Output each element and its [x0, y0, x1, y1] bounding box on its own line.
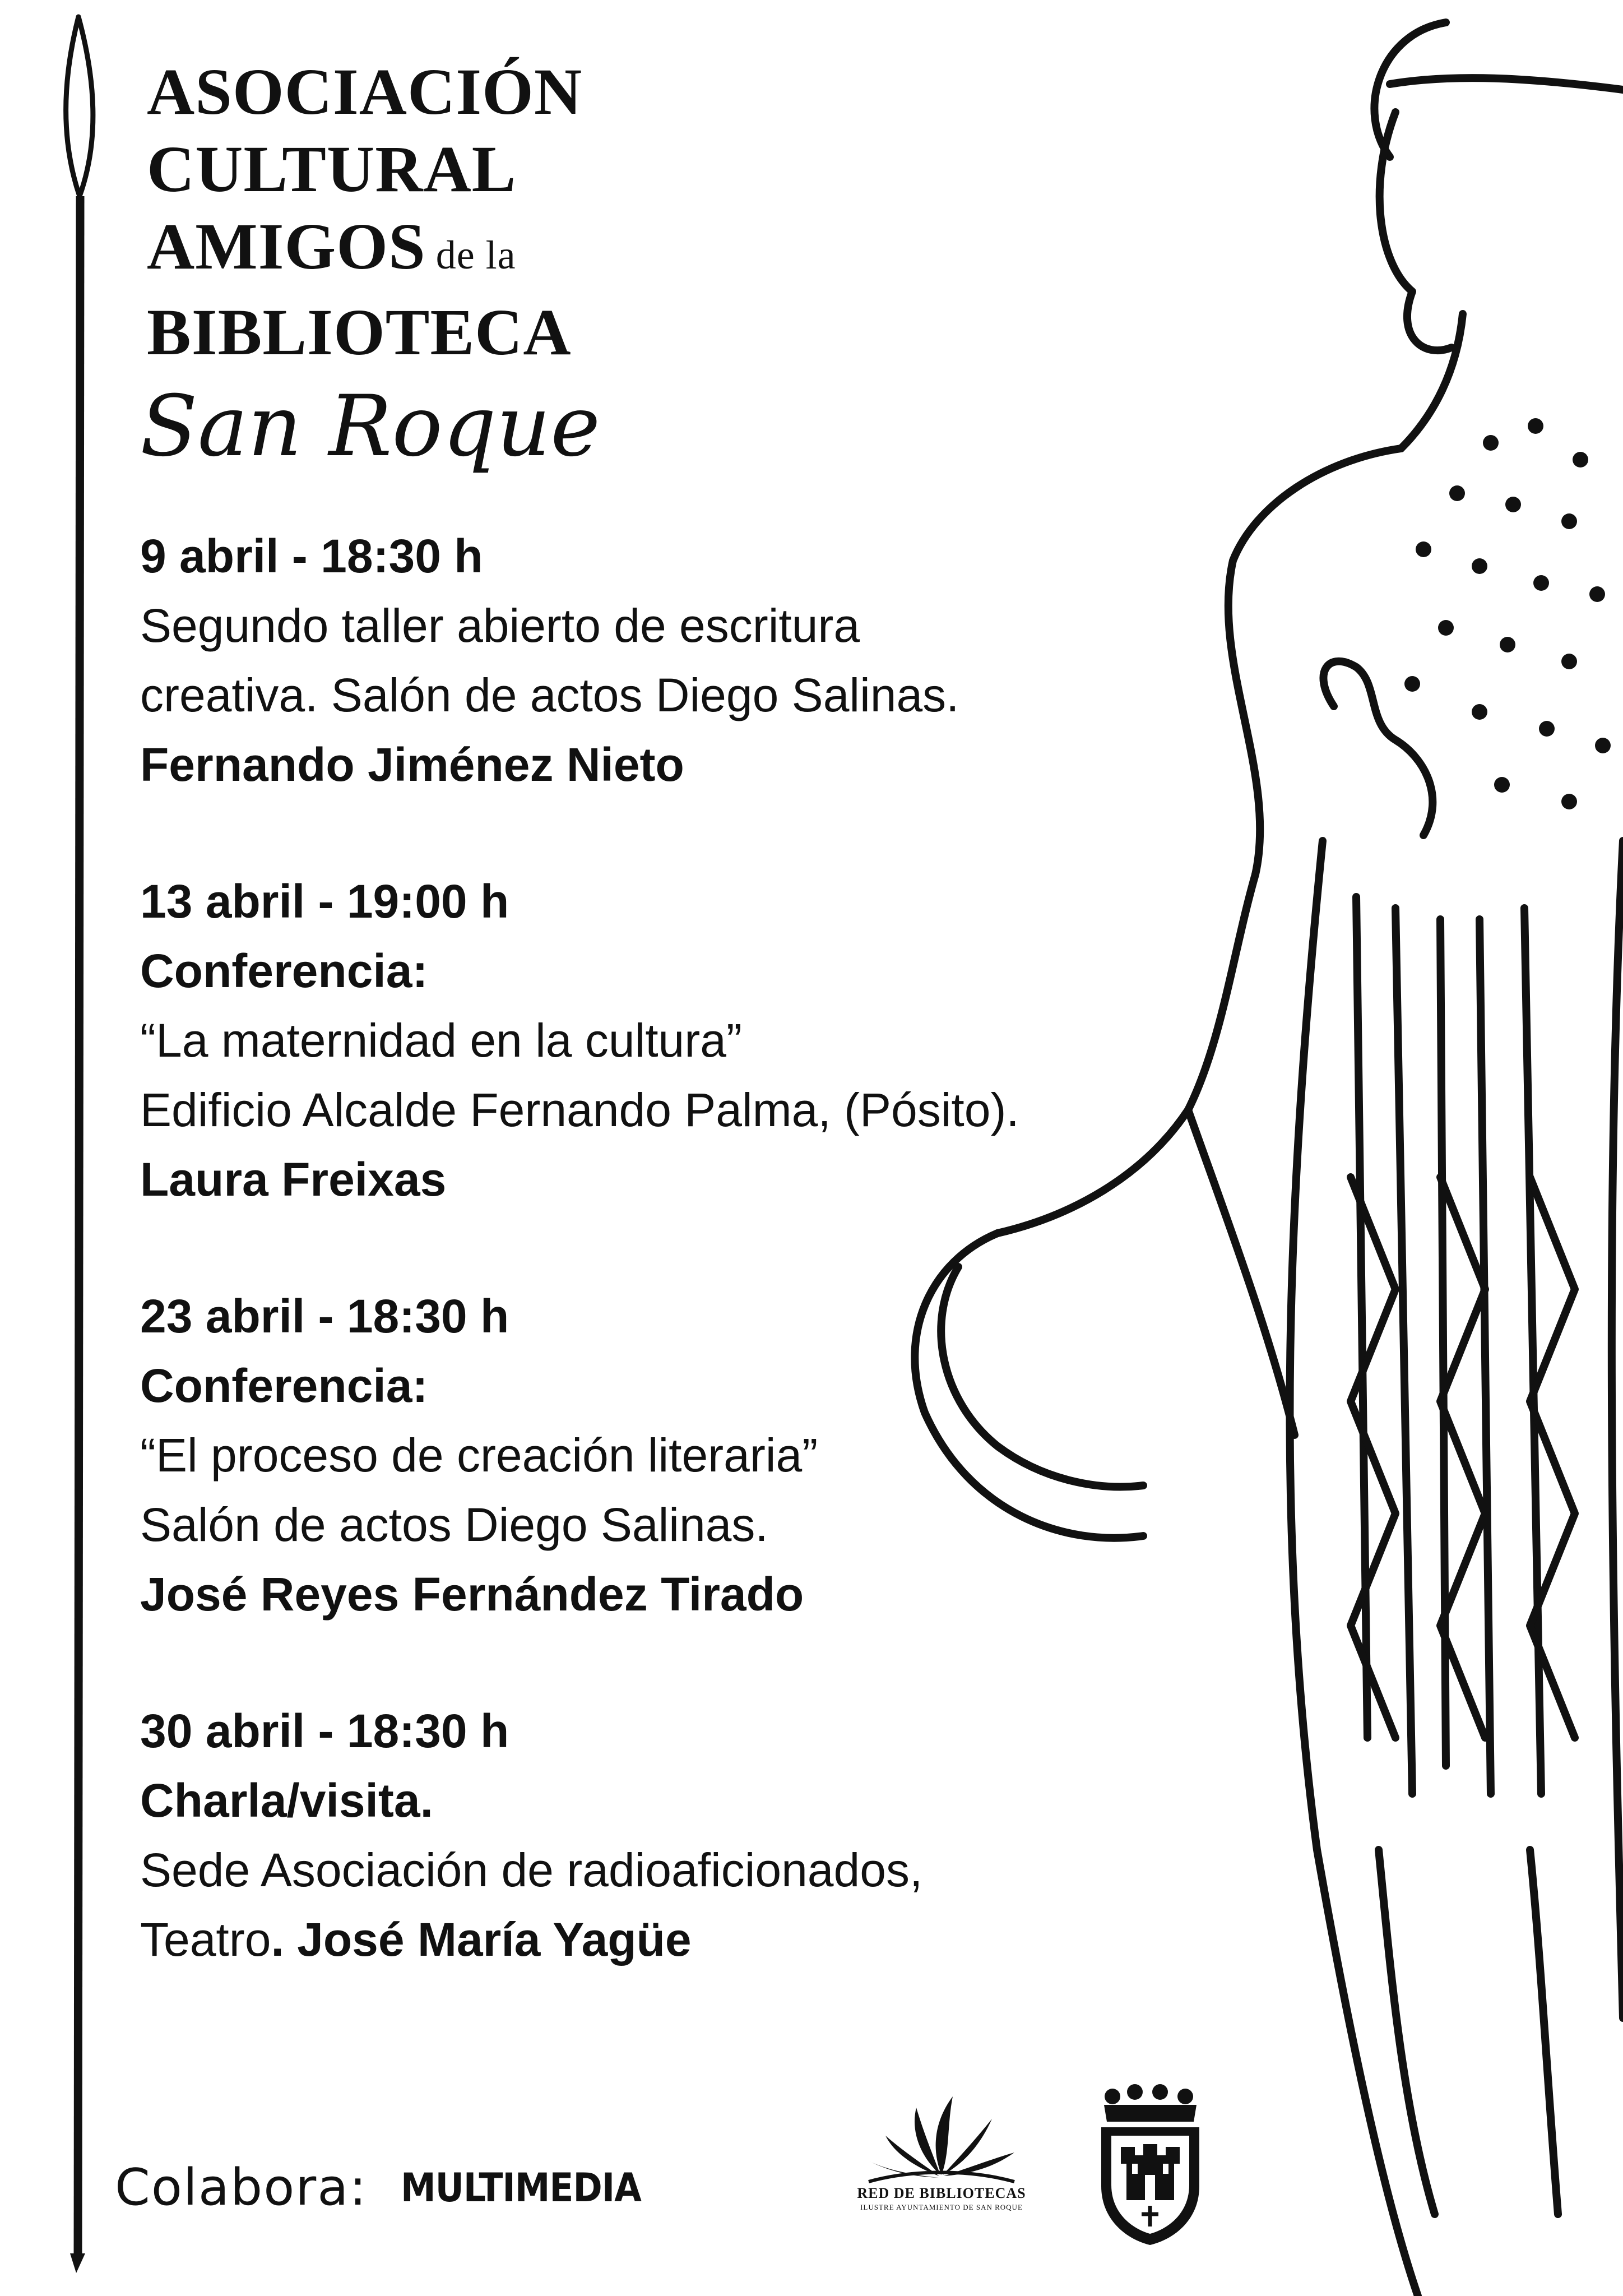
spear-illustration [45, 11, 112, 2276]
event-type: Charla/visita. [140, 1774, 433, 1827]
event-3 [140, 1281, 1121, 1629]
event-date: 9 abril - 18:30 h [140, 530, 483, 582]
event-type: Conferencia: [140, 945, 428, 997]
event-venue: Teatro [140, 1913, 271, 1966]
event-description-line: Sede Asociación de radioaficionados, [140, 1844, 923, 1896]
events-list [140, 521, 1121, 2042]
event-speaker: . José María Yagüe [271, 1913, 692, 1966]
title-amigos: AMIGOS [147, 210, 426, 283]
event-speaker: Laura Freixas [140, 1153, 447, 1206]
event-last-line [140, 1905, 1121, 1974]
event-description-line: Segundo taller abierto de escritura [140, 599, 860, 652]
association-title [140, 53, 651, 480]
multimedia-logo: MULTIMEDIA [401, 2165, 641, 2211]
event-description-line: creativa. Salón de actos Diego Salinas. [140, 669, 959, 721]
event-speaker: Fernando Jiménez Nieto [140, 738, 684, 791]
event-4 [140, 1696, 1121, 1974]
title-line-4: BIBLIOTECA [147, 295, 572, 369]
event-date: 13 abril - 19:00 h [140, 875, 509, 928]
event-description-line: “El proceso de creación literaria” [140, 1429, 818, 1482]
title-de-la: de la [435, 233, 516, 277]
sun-rays-logo-icon [846, 2085, 1037, 2186]
event-date: 23 abril - 18:30 h [140, 1290, 509, 1343]
ayuntamiento-text: ILUSTRE AYUNTAMIENTO DE SAN ROQUE [860, 2203, 1023, 2211]
event-description-line: Edificio Alcalde Fernando Palma, (Pósito). [140, 1084, 1019, 1136]
coat-of-arms-shield-icon [1090, 2080, 1211, 2248]
event-type: Conferencia: [140, 1359, 428, 1412]
event-2 [140, 867, 1121, 1214]
event-description-line: Salón de actos Diego Salinas. [140, 1498, 768, 1551]
title-line-3 [147, 208, 651, 294]
title-script-san-roque: San Roque [140, 378, 601, 475]
event-date: 30 abril - 18:30 h [140, 1705, 509, 1757]
event-speaker: José Reyes Fernández Tirado [140, 1568, 804, 1621]
title-line-2: CULTURAL [147, 132, 517, 206]
colabora-label: Colabora: [115, 2158, 368, 2217]
event-description-line: “La maternidad en la cultura” [140, 1014, 742, 1067]
title-line-1: ASOCIACIÓN [147, 55, 583, 128]
red-bibliotecas-logo [846, 2085, 1037, 2225]
event-1 [140, 521, 1121, 799]
red-bibliotecas-text: RED DE BIBLIOTECAS [857, 2185, 1026, 2201]
